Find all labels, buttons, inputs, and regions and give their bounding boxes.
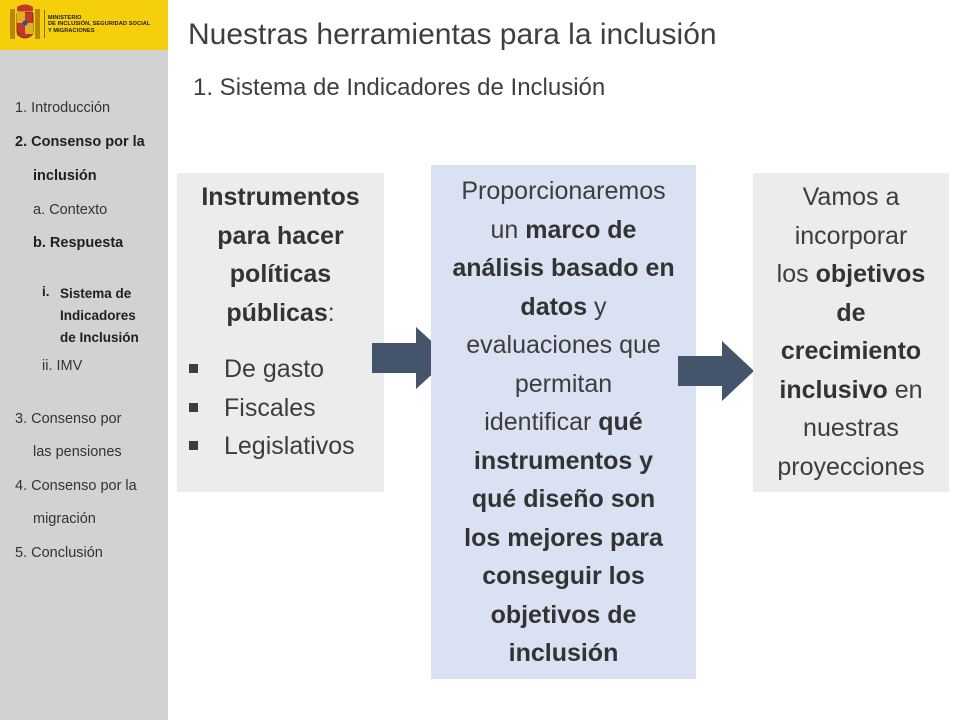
box-line-suffix: : [327, 298, 335, 327]
list-item [177, 389, 384, 428]
box-line: Proporcionaremos [461, 177, 666, 205]
instruments-box [177, 173, 384, 492]
box-line: públicas [226, 298, 328, 327]
box-line-bold: marco de [525, 215, 637, 244]
box-line-bold: de [836, 298, 866, 327]
nav-item-line: Sistema de [60, 286, 132, 301]
ministry-name [48, 15, 166, 34]
box-line-bold: qué [598, 408, 643, 436]
nav-item-contexto[interactable]: a. Contexto [33, 202, 108, 218]
nav-item-consenso-pensiones[interactable]: 3. Consenso por [15, 411, 122, 427]
arrow-right-icon [678, 341, 754, 401]
box-line: evaluaciones que [466, 331, 661, 359]
nav-item-line: de Inclusión [60, 330, 139, 345]
nav-item-respuesta[interactable]: b. Respuesta [33, 235, 124, 251]
ministry-name-line: MINISTERIO [48, 15, 82, 21]
box-line: nuestras [803, 414, 899, 442]
projections-box [753, 173, 949, 492]
square-bullet-icon [189, 441, 198, 450]
box-line: permitan [514, 369, 613, 398]
nav-item-consenso-migracion[interactable]: 4. Consenso por la [15, 478, 137, 494]
list-item-label: De gasto [224, 355, 325, 383]
nav-item-consenso-pensiones-cont[interactable]: las pensiones [33, 444, 122, 460]
logo-divider [44, 10, 45, 38]
box-line-bold: objetivos [815, 260, 926, 288]
box-line-bold: datos [520, 292, 588, 321]
square-bullet-icon [189, 403, 198, 412]
box-line: proyecciones [777, 452, 925, 481]
box-line: los [776, 260, 816, 288]
box-line-bold: los mejores para [464, 523, 663, 552]
slide-title: Nuestras herramientas para la inclusión [188, 18, 717, 51]
nav-item-introduccion[interactable]: 1. Introducción [15, 100, 111, 116]
box-line-bold: inclusivo [779, 375, 888, 404]
box-line-bold: análisis basado en [452, 254, 675, 282]
list-item-label: Fiscales [224, 393, 316, 422]
box-line: Instrumentos [201, 183, 360, 211]
square-bullet-icon [189, 364, 198, 373]
list-item [177, 427, 384, 466]
analysis-framework-box [431, 165, 696, 679]
nav-item-consenso-inclusion-cont[interactable]: inclusión [33, 168, 97, 184]
box-line: un [490, 215, 526, 244]
box-line: para hacer [217, 221, 344, 250]
nav-item-conclusion[interactable]: 5. Conclusión [15, 545, 103, 561]
box-line-bold: crecimiento [780, 337, 922, 365]
instrument-list [177, 350, 384, 466]
box-line: Vamos a [802, 183, 900, 211]
nav-item-sistema-indicadores[interactable] [60, 283, 139, 349]
box-line: y [587, 292, 607, 321]
nav-item-indicadores-number: i. [42, 284, 50, 299]
ministry-logo[interactable] [0, 0, 168, 50]
slide-subtitle: 1. Sistema de Indicadores de Inclusión [193, 74, 606, 101]
sidebar [0, 0, 168, 720]
box-line: políticas [229, 260, 332, 288]
coat-of-arms-icon [8, 3, 42, 45]
nav-item-line: Indicadores [60, 308, 136, 323]
list-item-label: Legislativos [224, 432, 355, 460]
list-item [177, 350, 384, 389]
box-line-bold: inclusión [508, 639, 619, 667]
nav-item-consenso-inclusion[interactable]: 2. Consenso por la [15, 134, 145, 150]
box-line-bold: qué diseño son [471, 485, 656, 513]
box-line-bold: objetivos de [490, 600, 637, 629]
ministry-name-line: Y MIGRACIONES [48, 27, 95, 34]
nav-item-imv[interactable]: ii. IMV [42, 358, 83, 374]
ministry-name-line: DE INCLUSIÓN, SEGURIDAD SOCIAL [48, 21, 151, 28]
box-line: incorporar [794, 221, 908, 250]
box-line: en [887, 375, 923, 404]
nav-item-consenso-migracion-cont[interactable]: migración [33, 511, 96, 527]
box-line-bold: conseguir los [482, 562, 645, 590]
box-line: identificar [484, 408, 599, 436]
box-line-bold: instrumentos y [473, 446, 654, 475]
